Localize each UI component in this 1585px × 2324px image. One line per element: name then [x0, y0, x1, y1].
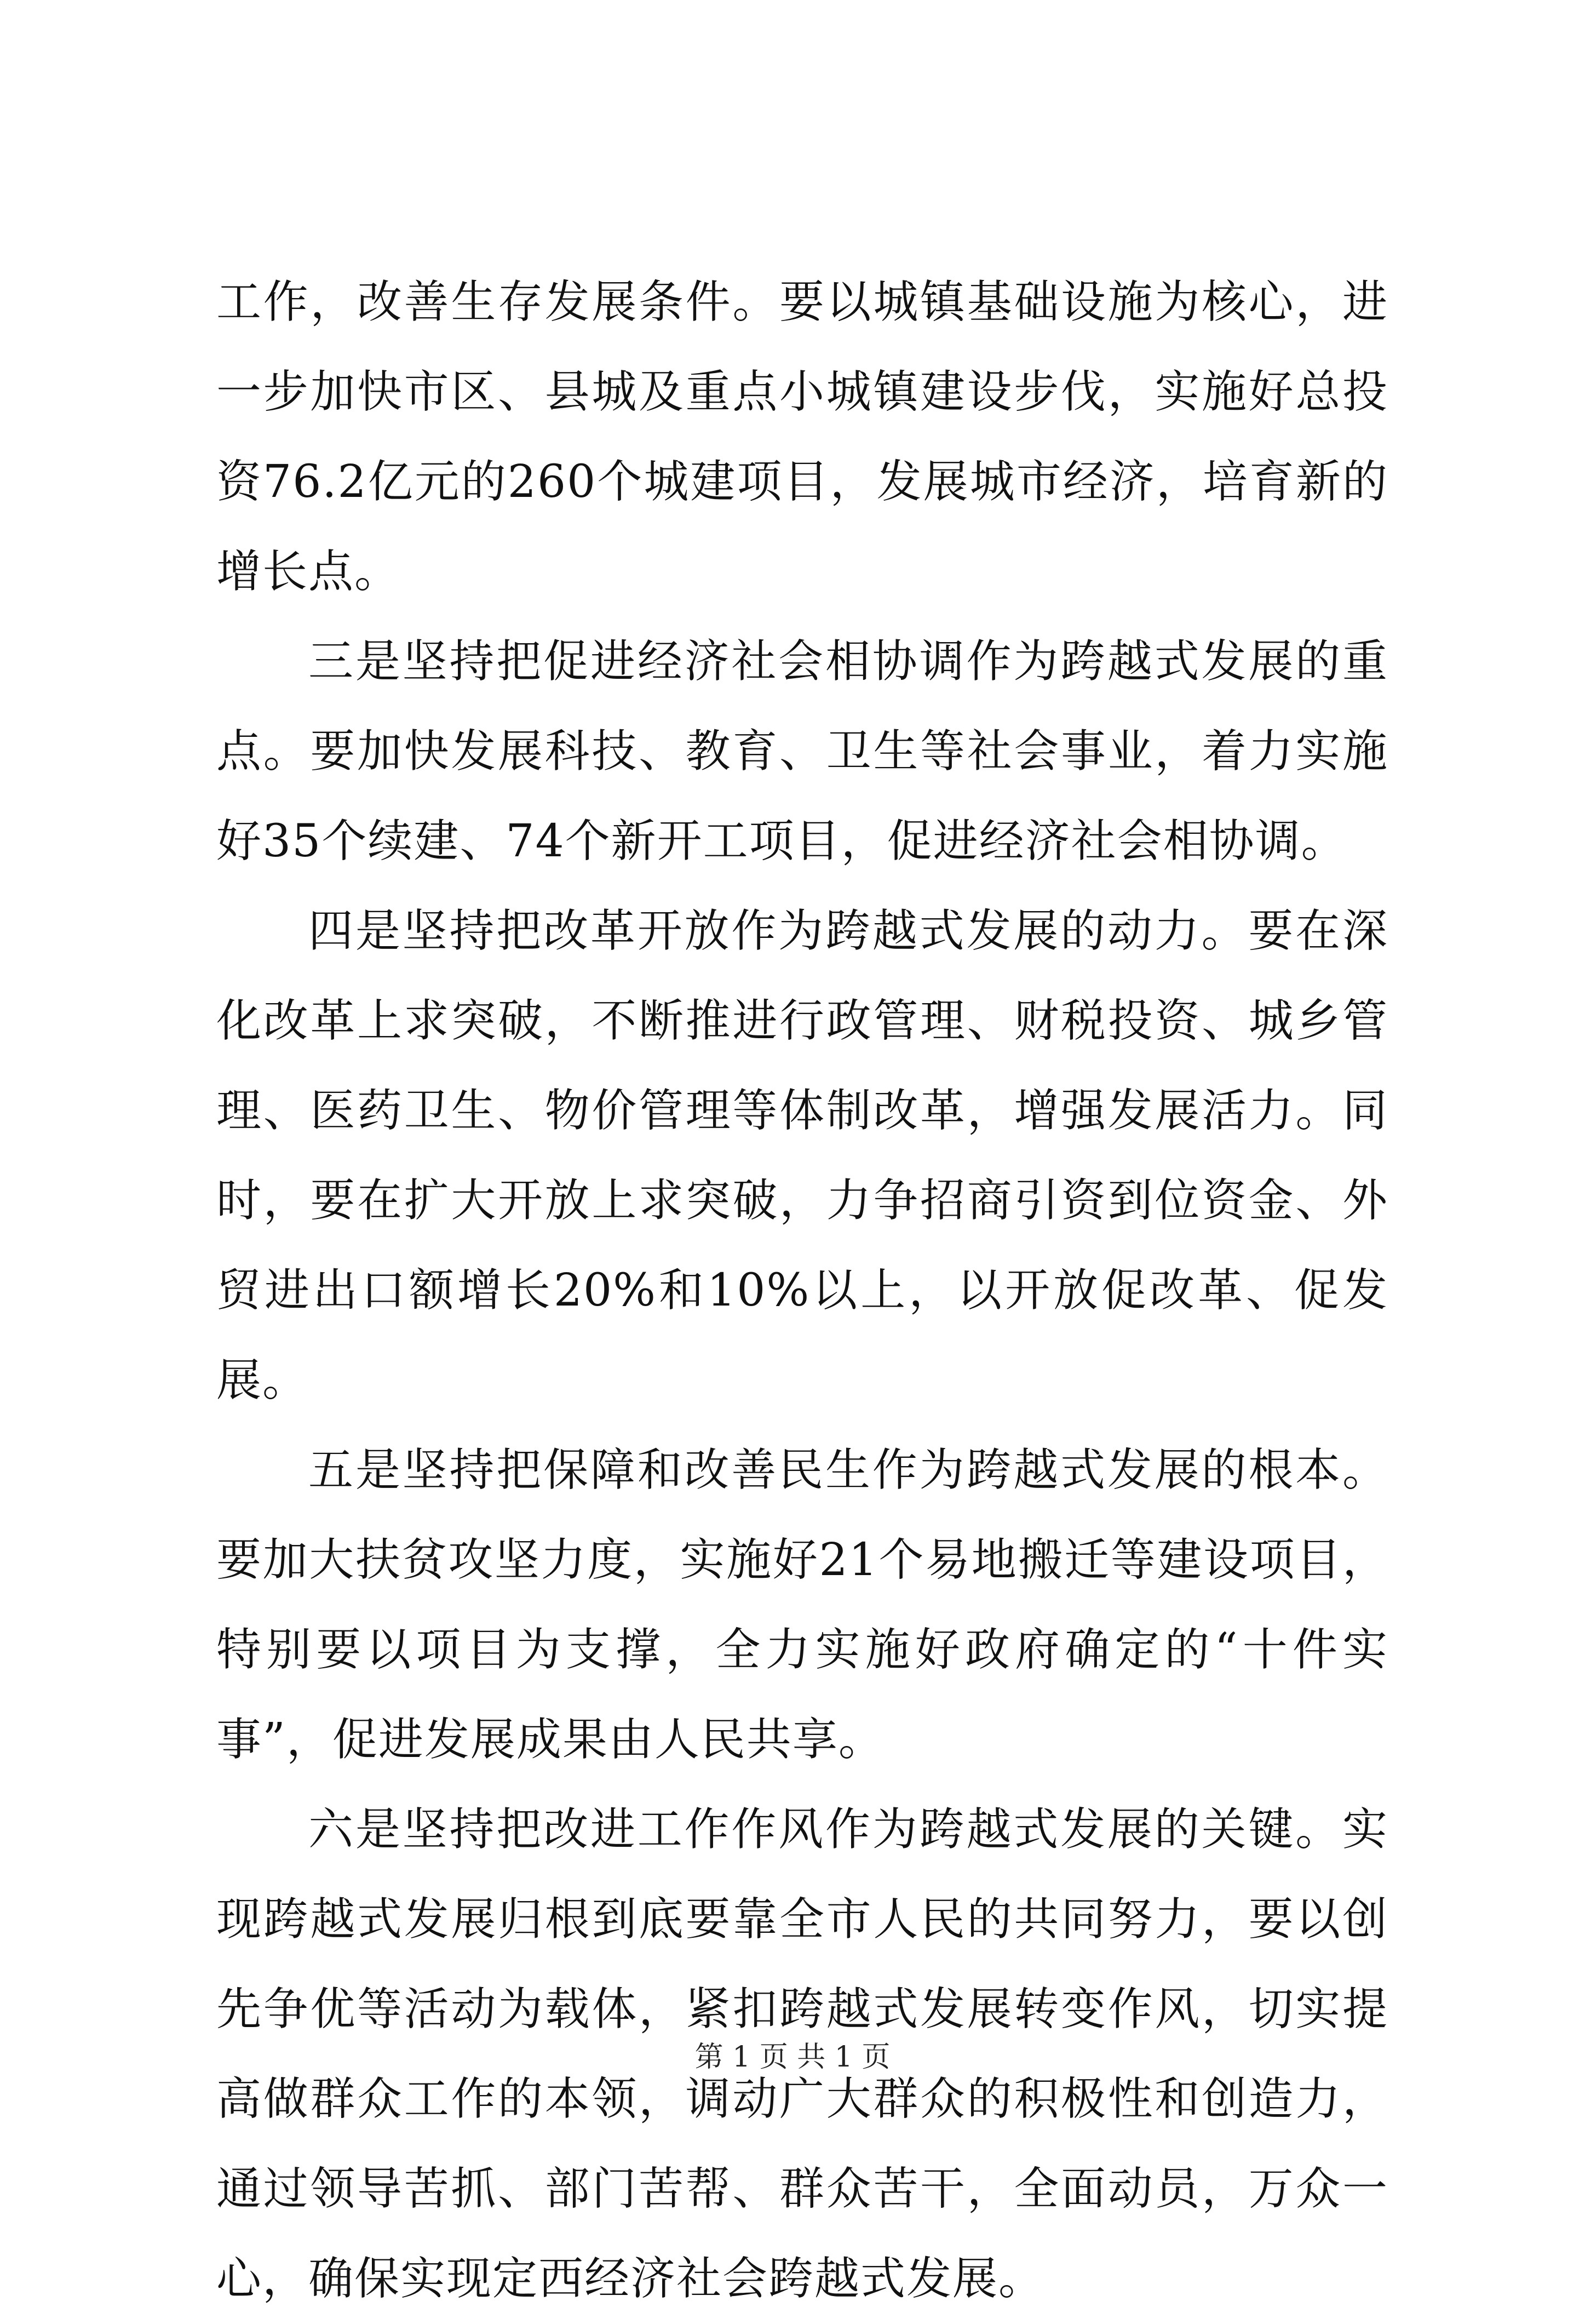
page-number-label: 第 1 页 共 1 页	[694, 2041, 891, 2074]
paragraph: 六是坚持把改进工作作风作为跨越式发展的关键。实现跨越式发展归根到底要靠全市人民的共同努力，要以创先争优等活动为载体，紧扣跨越式发展转变作风，切实提高做群众工作的本领，调动广大群众的积极性和创造力，通过领导苦抓、部门苦帮、群众苦干，全面动员，万众一心，确保实现定西经济社会跨越式发展。	[216, 1804, 1388, 2305]
paragraph: 三是坚持把促进经济社会相协调作为跨越式发展的重点。要加快发展科技、教育、卫生等社会事业，着力实施好35个续建、74个新开工项目，促进经济社会相协调。	[216, 636, 1388, 867]
paragraph: 四是坚持把改革开放作为跨越式发展的动力。要在深化改革上求突破，不断推进行政管理、财税投资、城乡管理、医药卫生、物价管理等体制改革，增强发展活力。同时，要在扩大开放上求突破，力争招商引资到位资金、外贸进出口额增长20%和10%以上，以开放促改革、促发展。	[216, 905, 1388, 1406]
document-body	[216, 257, 1388, 2324]
paragraph: 工作，改善生存发展条件。要以城镇基础设施为核心，进一步加快市区、县城及重点小城镇建设步伐，实施好总投资76.2亿元的260个城建项目，发展城市经济，培育新的增长点。	[216, 276, 1388, 598]
paragraph: 五是坚持把保障和改善民生作为跨越式发展的根本。要加大扶贫攻坚力度，实施好21个易地搬迁等建设项目，特别要以项目为支撑，全力实施好政府确定的“十件实事”，促进发展成果由人民共享。	[216, 1444, 1388, 1766]
page-footer	[0, 2038, 1585, 2076]
